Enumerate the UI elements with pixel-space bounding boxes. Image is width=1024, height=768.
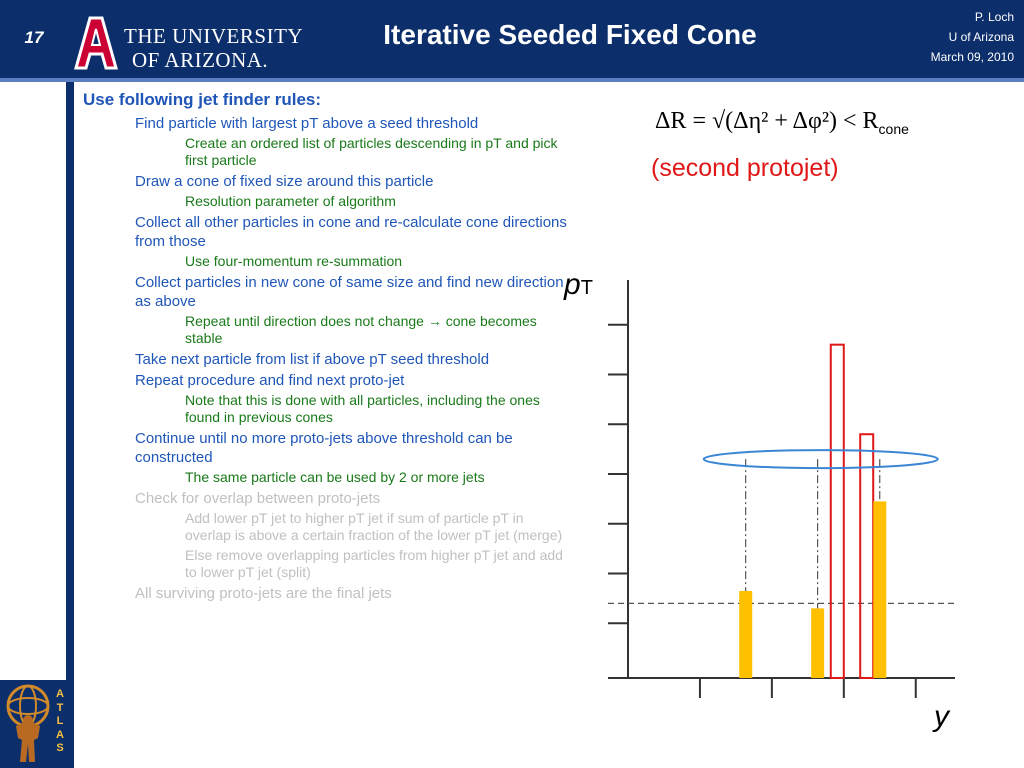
content-heading: Use following jet finder rules: [83,90,322,109]
sub-bullet-item: Note that this is done with all particles, including the ones found in previous cones [185,392,540,425]
atlas-figure-icon [2,682,54,766]
sub-bullet-item: Resolution parameter of algorithm [185,193,396,209]
slide-meta [931,7,1014,67]
sub-bullet-item: Create an ordered list of particles descending in pT and pick first particle [185,135,558,168]
bullet-item: Collect particles in new cone of same size and find new direction as above [135,274,564,310]
bullet-content [83,90,573,605]
date: March 09, 2010 [930,50,1014,64]
bullet-item: Repeat procedure and find next proto-jet [135,372,405,389]
left-sidebar-bar [66,82,74,686]
bullet-item: Collect all other particles in cone and re-calculate cone directions from those [135,214,567,250]
protojet-chart [560,190,960,710]
slide-number: 17 [24,28,44,47]
sub-bullet-item: The same particle can be used by 2 or more jets [185,469,485,485]
formula-text: ΔR = √(Δη² + Δφ²) < R [655,108,879,134]
bullet-item-dimmed: All surviving proto-jets are the final jets [135,585,392,602]
bullet-item: Draw a cone of fixed size around this particle [135,173,434,190]
second-protojet-label: (second protojet) [651,154,839,182]
header-bar [0,0,1024,78]
atlas-logo [0,680,74,768]
slide-title: Iterative Seeded Fixed Cone [383,19,757,50]
protojet-outline-bar [831,345,844,678]
sub-bullet-item-dimmed: Else remove overlapping particles from higher pT jet and add to lower pT jet (split) [185,547,563,580]
particle-bar [739,591,752,678]
y-axis-label: pT [564,268,593,301]
cone-distance-formula [655,108,909,137]
bullet-item: Find particle with largest pT above a seed threshold [135,115,479,132]
sub-bullet-item-dimmed: Add lower pT jet to higher pT jet if sum of particle pT in overlap is above a certain fraction of the lower pT jet (merge) [185,510,563,543]
university-name-line1: THE UNIVERSITY [124,24,304,48]
protojet-outline-bar [860,434,873,678]
affiliation: U of Arizona [948,30,1014,44]
particle-bar [811,608,824,678]
sub-bullet-item: Use four-momentum re-summation [185,253,403,269]
particle-bar [873,501,886,678]
bullet-item-dimmed: Check for overlap between proto-jets [135,490,381,507]
atlas-wordmark: A T L A S [56,688,64,754]
block-a-icon [74,14,118,70]
bullet-item: Continue until no more proto-jets above threshold can be constructed [135,430,513,466]
sub-bullet-item: Repeat until direction does not change → cone becomes stable [185,313,537,346]
author: P. Loch [974,10,1014,24]
formula-subscript: cone [878,120,909,137]
x-axis-label: y [934,700,949,733]
university-name-line2: OF ARIZONA. [132,48,269,72]
header-divider [0,78,1024,82]
bullet-item: Take next particle from list if above pT seed threshold [135,351,490,368]
university-logo [74,14,304,72]
cone-ellipse [704,450,938,468]
